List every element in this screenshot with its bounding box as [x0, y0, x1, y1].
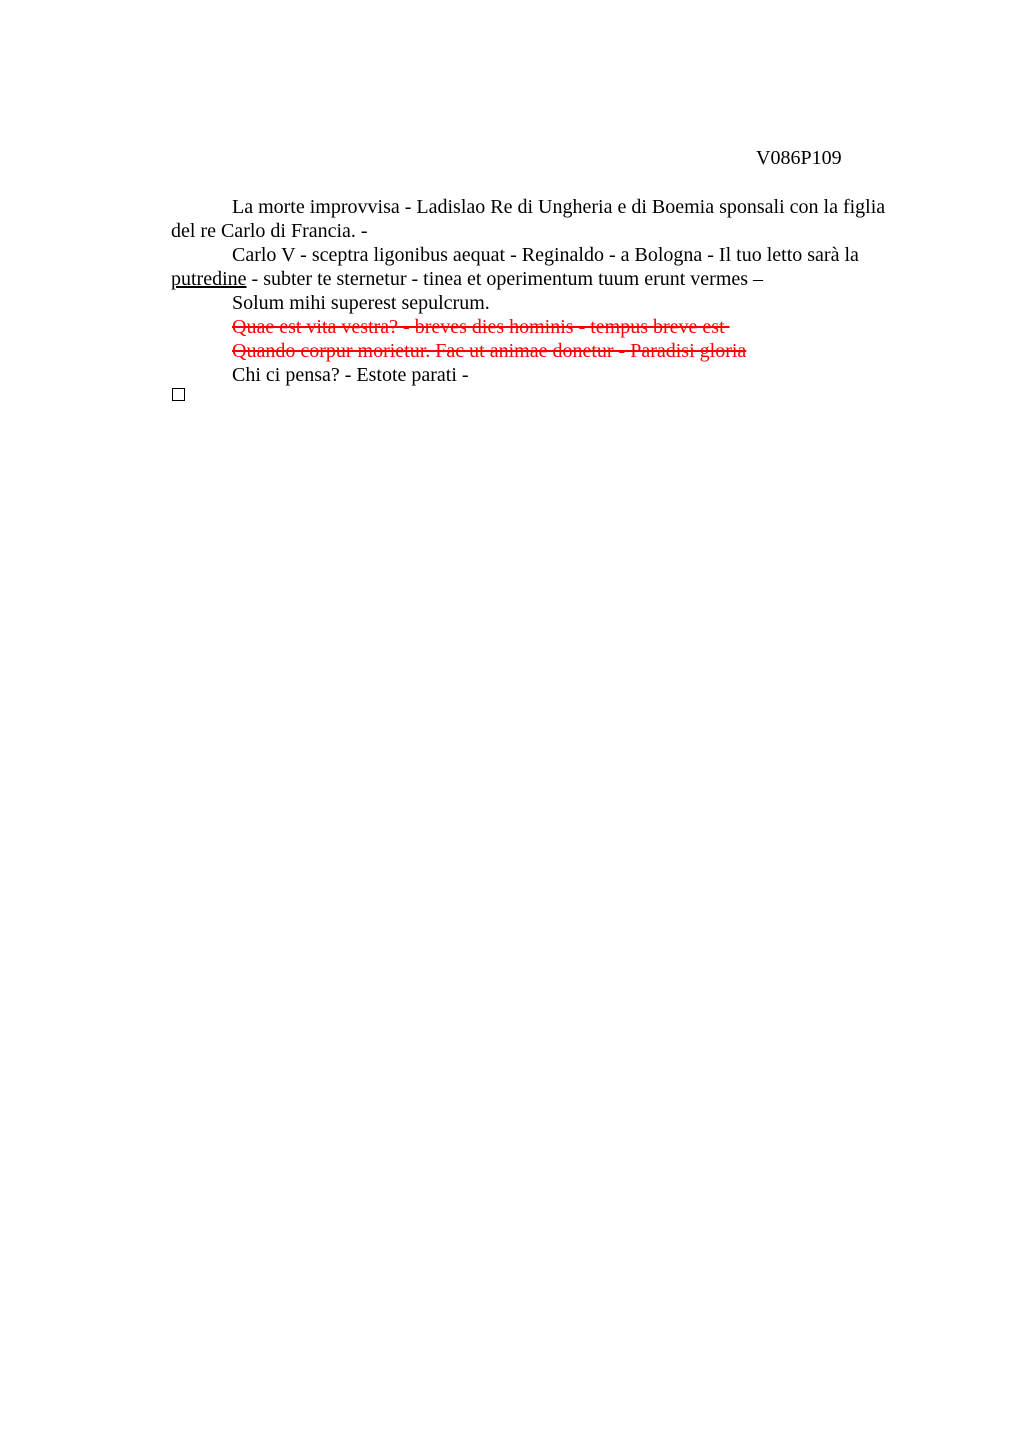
- paragraph-2-line-2: [171, 267, 911, 291]
- paragraph-1-line-1: La morte improvvisa - Ladislao Re di Ungheria e di Boemia sponsali con la figlia: [232, 196, 886, 218]
- paragraph-3: Solum mihi superest sepulcrum.: [232, 292, 490, 314]
- page-identifier: V086P109: [756, 147, 842, 169]
- document-body: [171, 195, 911, 387]
- paragraph-2-line-2-rest: - subter te sternetur - tinea et operimentum tuum erunt vermes –: [246, 268, 764, 290]
- paragraph-2-line-1: Carlo V - sceptra ligonibus aequat - Reginaldo - a Bologna - Il tuo letto sarà la: [232, 244, 859, 266]
- paragraph-4: Chi ci pensa? - Estote parati -: [232, 364, 469, 386]
- deleted-text-2: Quando corpur morietur. Fac ut animae donetur - Paradisi gloria: [232, 340, 747, 362]
- deleted-line-1: [171, 315, 911, 339]
- paragraph-1-line-2: del re Carlo di Francia. -: [171, 220, 368, 242]
- deleted-line-2: [171, 339, 911, 363]
- empty-checkbox-icon: [172, 388, 185, 401]
- deleted-text-1: Quae est vita vestra? - breves dies hominis - tempus breve est: [232, 316, 730, 338]
- underlined-word: putredine: [171, 268, 247, 290]
